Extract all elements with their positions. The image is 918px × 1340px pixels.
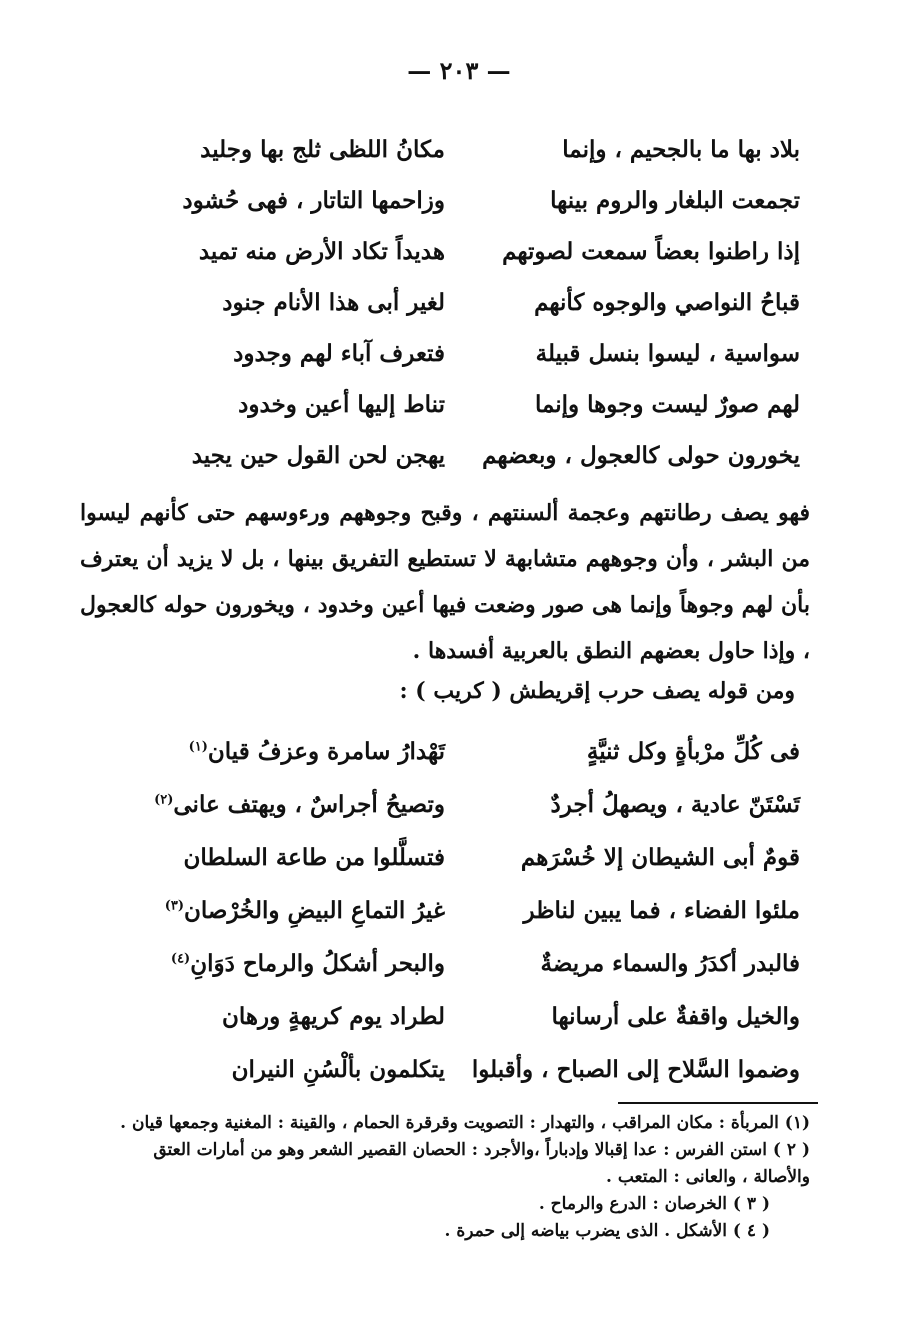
verse-line	[120, 430, 800, 481]
footnote-line: والأصالة ، والعانى : المتعب .	[606, 1167, 810, 1187]
verse-second-hemistich	[120, 1003, 445, 1030]
verse-second-hemistich	[120, 791, 445, 818]
verse-second-hemistich	[120, 738, 445, 765]
verse-line	[120, 328, 800, 379]
poem-intro-line: ومن قوله يصف حرب إقريطش ( كريب ) :	[399, 678, 795, 704]
verse-line	[120, 831, 800, 884]
footnote-divider	[618, 1102, 818, 1104]
verse-first-hemistich: قباحُ النواصي والوجوه كأنهم	[534, 289, 800, 316]
poem-block-1	[120, 124, 800, 481]
footnotes	[70, 1110, 810, 1245]
verse-first-hemistich: قومٌ أبى الشيطان إلا خُسْرَهم	[520, 844, 800, 871]
verse-line	[120, 175, 800, 226]
verse-second-hemistich: فتعرف آباء لهم وجدود	[233, 340, 445, 367]
hemistich-text: فتسلَّلوا من طاعة السلطان	[183, 844, 445, 871]
commentary-paragraph	[80, 490, 810, 674]
verse-line	[120, 1043, 800, 1096]
verse-second-hemistich: هديداً تكاد الأرض منه تميد	[198, 238, 445, 265]
verse-second-hemistich	[120, 1056, 445, 1083]
verse-second-hemistich: مكانُ اللظى ثلج بها وجليد	[200, 136, 445, 163]
verse-second-hemistich	[120, 844, 445, 871]
verse-line	[120, 277, 800, 328]
hemistich-text: والبحر أشكلُ والرماح دَوَانِ	[190, 950, 445, 977]
footnote-marker: (١)	[188, 739, 208, 755]
footnote-line: ( ٤ ) الأشكل . الذى يضرب بياضه إلى حمرة .	[444, 1221, 770, 1241]
verse-first-hemistich: وضموا السَّلاح إلى الصباح ، وأقبلوا	[471, 1056, 800, 1083]
verse-first-hemistich: ملئوا الفضاء ، فما يبين لناظر	[523, 897, 800, 924]
verse-second-hemistich	[120, 950, 445, 977]
verse-line	[120, 226, 800, 277]
verse-line	[120, 725, 800, 778]
verse-line	[120, 937, 800, 990]
hemistich-text: يتكلمون بألْسُنِ النيران	[231, 1056, 445, 1083]
paragraph-text: فهو يصف رطانتهم وعجمة ألسنتهم ، وقبح وجوههم ورءوسهم حتى كأنهم ليسوا من البشر ، وأن وجوههم متشابهة لا تستطيع التفريق بينها ، بل لا يزيد أن يعترف بأن لهم وجوهاً وإنما هى صور وضعت فيها أعين وخدود ، ويخورون حوله كالعجول ، وإذا حاول بعضهم النطق بالعربية أفسدها .	[80, 500, 810, 664]
verse-second-hemistich: يهجن لحن القول حين يجيد	[191, 442, 445, 469]
verse-line	[120, 990, 800, 1043]
verse-line	[120, 124, 800, 175]
footnote-line: (١) المربأة : مكان المراقب ، والتهدار : التصويت وقرقرة الحمام ، والقينة : المغنية وجمعها قيان .	[120, 1113, 810, 1133]
page-number: — ٢٠٣ —	[407, 56, 511, 85]
verse-first-hemistich: تَسْتَنّ عادية ، ويصهلُ أجردٌ	[550, 791, 800, 818]
hemistich-text: تَهْدارُ سامرة وعزفُ قيان	[207, 738, 445, 765]
footnote-marker: (٢)	[154, 792, 174, 808]
footnote-line: ( ٢ ) استن الفرس : عدا إقبالا وإدباراً ،والأجرد : الحصان القصير الشعر وهو من أمارات العتق	[153, 1140, 810, 1160]
verse-first-hemistich: فى كُلِّ مرْبأةٍ وكل ثنيَّةٍ	[586, 738, 800, 765]
verse-line	[120, 884, 800, 937]
verse-first-hemistich: سواسية ، ليسوا بنسل قبيلة	[535, 340, 800, 367]
verse-first-hemistich: والخيل واقفةٌ على أرسانها	[551, 1003, 800, 1030]
verse-second-hemistich	[120, 897, 445, 924]
footnote-line: ( ٣ ) الخرصان : الدرع والرماح .	[538, 1194, 770, 1214]
footnote-marker: (٤)	[170, 951, 191, 967]
hemistich-text: غيرُ التماعِ البيضِ والخُرْصان	[184, 897, 445, 924]
footnote-marker: (٣)	[164, 898, 185, 914]
verse-first-hemistich: يخورون حولى كالعجول ، وبعضهم	[482, 442, 800, 469]
verse-first-hemistich: فالبدر أكدَرُ والسماء مريضةٌ	[540, 950, 800, 977]
verse-second-hemistich: لغير أبى هذا الأنام جنود	[222, 289, 445, 316]
verse-first-hemistich: لهم صورٌ ليست وجوها وإنما	[534, 391, 800, 418]
verse-line	[120, 379, 800, 430]
verse-first-hemistich: تجمعت البلغار والروم بينها	[550, 187, 800, 214]
verse-line	[120, 778, 800, 831]
hemistich-text: لطراد يوم كريهةٍ ورهان	[222, 1003, 445, 1030]
hemistich-text: وتصيحُ أجراسٌ ، ويهتف عانى	[173, 791, 445, 818]
verse-first-hemistich: إذا راطنوا بعضاً سمعت لصوتهم	[502, 238, 800, 265]
verse-first-hemistich: بلاد بها ما بالجحيم ، وإنما	[562, 136, 800, 163]
verse-second-hemistich: وزاحمها التاتار ، فهى حُشود	[182, 187, 445, 214]
verse-second-hemistich: تناط إليها أعين وخدود	[238, 391, 445, 418]
poem-block-2	[120, 725, 800, 1096]
